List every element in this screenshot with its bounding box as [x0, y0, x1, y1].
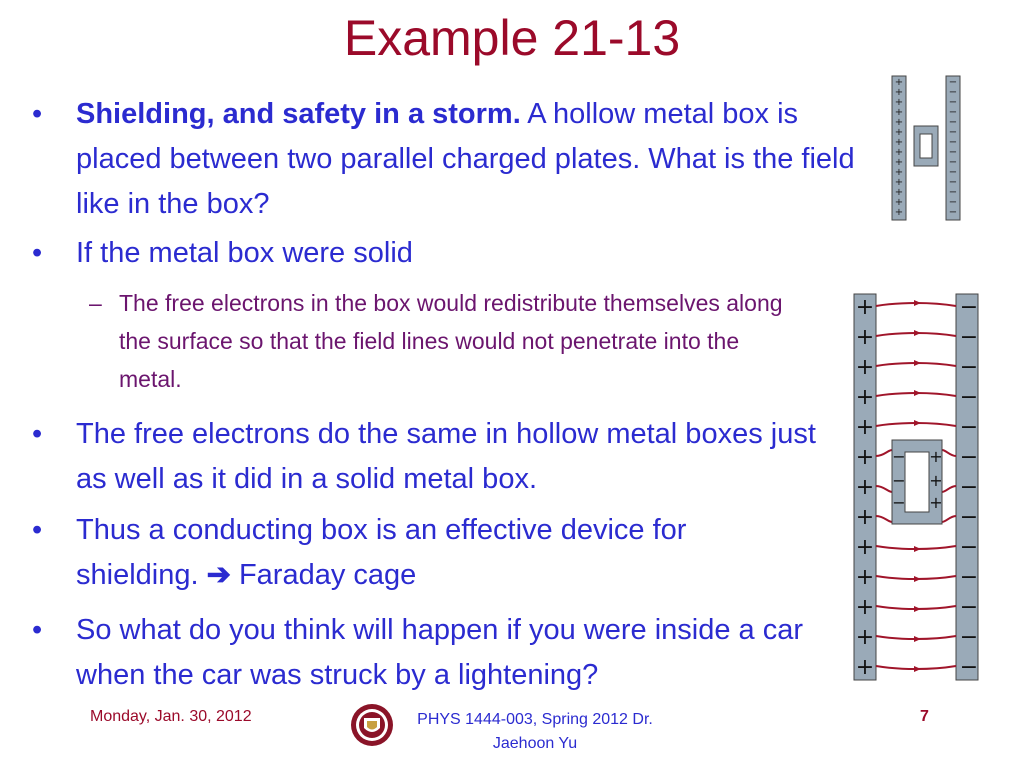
bullet-dot: • [32, 98, 43, 130]
sub-bullet-electrons [89, 284, 799, 398]
minus-charge: − [948, 117, 958, 128]
minus-charge: − [959, 415, 979, 440]
field-arrow-icon [914, 606, 921, 612]
field-arrow-icon [914, 420, 921, 426]
plus-charge: + [855, 385, 875, 410]
minus-charge: − [948, 167, 958, 178]
right-arrow-icon: ➔ [206, 559, 231, 591]
bullet-text: A hollow metal box is placed between two parallel charged plates. What is the field like in the box? [76, 98, 855, 220]
plus-charge: + [894, 167, 904, 178]
plus-charge: + [855, 325, 875, 350]
minus-charge: − [948, 87, 958, 98]
plus-charge: + [855, 295, 875, 320]
minus-charge: − [959, 295, 979, 320]
minus-charge: − [948, 137, 958, 148]
plus-charge: + [894, 157, 904, 168]
induced-minus-charge: − [892, 447, 906, 466]
sub-bullet-text: The free electrons in the box would redistribute themselves along the surface so that the field lines would not penetrate into the metal. [119, 290, 783, 392]
plus-charge: + [894, 187, 904, 198]
induced-minus-charge: − [892, 493, 906, 512]
minus-charge: − [948, 197, 958, 208]
field-arrow-icon [914, 330, 921, 336]
small-plates-diagram [890, 74, 970, 224]
minus-charge: − [959, 535, 979, 560]
plus-charge: + [855, 535, 875, 560]
bullet-shielding [32, 92, 866, 227]
bullet-solid-box [32, 231, 796, 276]
plus-charge: + [855, 595, 875, 620]
field-arrow-icon [914, 300, 921, 306]
bullet-dot: • [32, 514, 43, 546]
minus-charge: − [959, 385, 979, 410]
plus-charge: + [894, 137, 904, 148]
plus-charge: + [855, 445, 875, 470]
minus-charge: − [959, 655, 979, 680]
minus-charge: − [948, 107, 958, 118]
field-lines-diagram [850, 292, 990, 684]
plus-charge: + [894, 97, 904, 108]
field-arrow-icon [914, 546, 921, 552]
minus-charge: − [959, 565, 979, 590]
plus-charge: + [855, 505, 875, 530]
bullet-text: Thus a conducting box is an effective device for shielding. [76, 514, 687, 591]
bullet-dot: • [32, 237, 43, 269]
bullet-hollow-box [32, 412, 816, 502]
hollow-interior [920, 134, 932, 158]
page-number: 7 [920, 708, 929, 725]
minus-charge: − [948, 207, 958, 218]
slide-title: Example 21-13 [343, 10, 681, 66]
bullet-dot: • [32, 614, 43, 646]
bullet-text: If the metal box were solid [76, 237, 413, 269]
minus-charge: − [959, 445, 979, 470]
field-arrow-icon [914, 360, 921, 366]
minus-charge: − [959, 355, 979, 380]
field-arrow-icon [914, 576, 921, 582]
minus-charge: − [959, 625, 979, 650]
plus-charge: + [855, 655, 875, 680]
plus-charge: + [855, 415, 875, 440]
field-arrow-icon [914, 636, 921, 642]
bullet-text: So what do you think will happen if you were inside a car when the car was struck by a lightening? [76, 614, 804, 691]
plus-charge: + [894, 87, 904, 98]
minus-charge: − [948, 147, 958, 158]
plus-charge: + [894, 207, 904, 218]
minus-charge: − [948, 77, 958, 88]
bullet-conducting-box [32, 508, 776, 598]
bullet-car-question [32, 608, 816, 698]
plus-charge: + [855, 355, 875, 380]
footer-date: Monday, Jan. 30, 2012 [90, 708, 252, 725]
plus-charge: + [894, 177, 904, 188]
minus-charge: − [948, 97, 958, 108]
minus-charge: − [948, 187, 958, 198]
university-seal-logo [350, 700, 394, 750]
induced-plus-charge: + [929, 471, 943, 490]
plus-charge: + [894, 77, 904, 88]
sub-bullet-dash: – [89, 290, 102, 316]
plus-charge: + [894, 127, 904, 138]
field-arrow-icon [914, 666, 921, 672]
minus-charge: − [959, 325, 979, 350]
minus-charge: − [948, 157, 958, 168]
plus-charge: + [894, 117, 904, 128]
induced-minus-charge: − [892, 471, 906, 490]
minus-charge: − [948, 127, 958, 138]
plus-charge: + [894, 197, 904, 208]
plus-charge: + [894, 107, 904, 118]
bullet-dot: • [32, 418, 43, 450]
field-arrow-icon [914, 390, 921, 396]
minus-charge: − [948, 177, 958, 188]
induced-plus-charge: + [929, 447, 943, 466]
minus-charge: − [959, 595, 979, 620]
footer-course: PHYS 1444-003, Spring 2012 Dr. Jaehoon Yu [417, 711, 653, 752]
minus-charge: − [959, 505, 979, 530]
bullet-heading: Shielding, and safety in a storm. [76, 98, 521, 130]
hollow-interior [905, 452, 929, 512]
bullet-text: The free electrons do the same in hollow metal boxes just as well as it did in a solid metal box. [76, 418, 816, 495]
minus-charge: − [959, 475, 979, 500]
plus-charge: + [855, 475, 875, 500]
plus-charge: + [894, 147, 904, 158]
plus-charge: + [855, 625, 875, 650]
induced-plus-charge: + [929, 493, 943, 512]
bullet-tail: Faraday cage [238, 559, 417, 591]
plus-charge: + [855, 565, 875, 590]
